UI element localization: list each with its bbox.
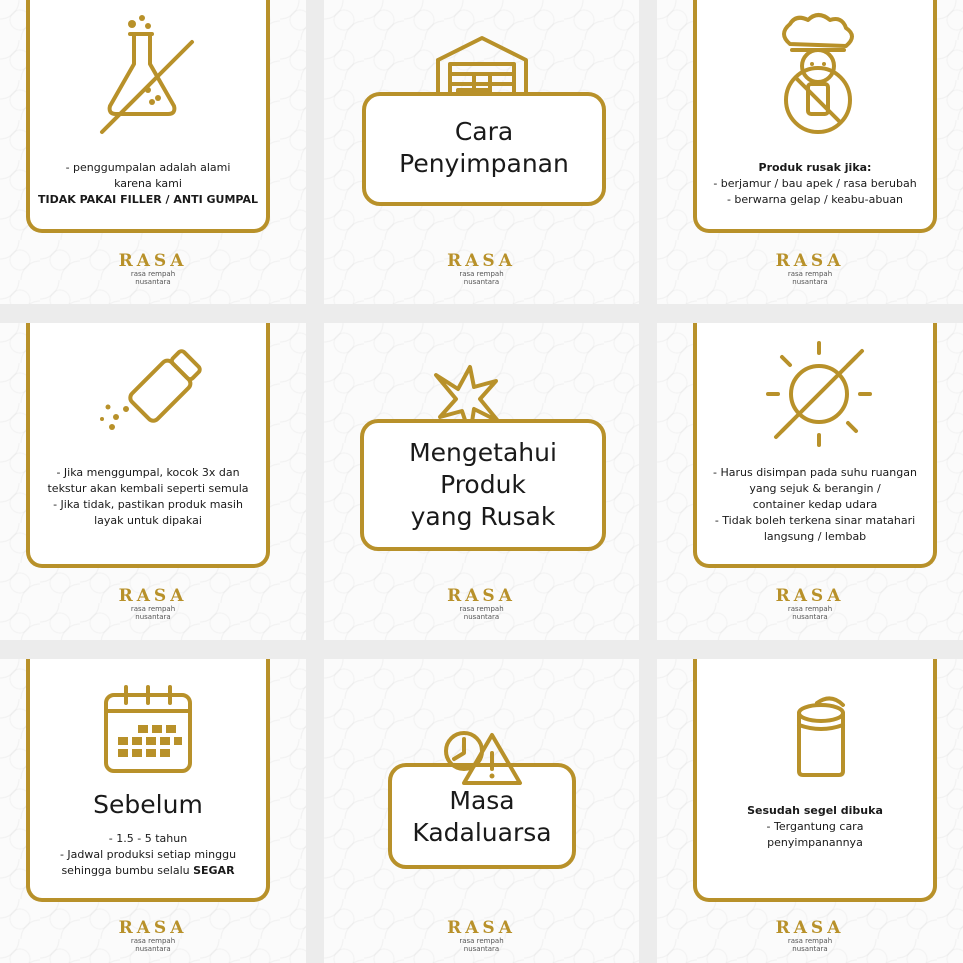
- chef-no-jar-icon: [774, 14, 864, 134]
- brand-logo: [0, 919, 306, 953]
- title-line: Produk: [440, 470, 526, 499]
- calendar-icon: [102, 683, 194, 775]
- tile-damaged-title: [324, 323, 639, 640]
- card: [693, 0, 937, 233]
- brand-name: RASA: [118, 918, 188, 938]
- tile-storage-rules: [657, 323, 963, 640]
- no-sun-icon: [764, 339, 874, 449]
- line: tekstur akan kembali seperti semula: [47, 482, 249, 495]
- tile-clumping: [0, 323, 306, 640]
- brand-tag: nusantara: [135, 278, 171, 286]
- brand-logo: [657, 919, 963, 953]
- line: penyimpanannya: [767, 836, 863, 849]
- line: - Jika tidak, pastikan produk masih: [53, 498, 243, 511]
- brand-logo: [324, 252, 639, 286]
- brand-tag: rasa rempah: [787, 937, 833, 945]
- brand-tag: nusantara: [463, 278, 500, 286]
- title-line: Mengetahui: [409, 438, 557, 467]
- brand-name: RASA: [118, 586, 188, 606]
- tile-no-filler: [0, 0, 306, 304]
- brand-tag: nusantara: [135, 613, 171, 621]
- card: [26, 0, 270, 233]
- line: container kedap udara: [752, 498, 878, 511]
- title-frame: [362, 92, 606, 206]
- shaker-icon: [96, 345, 206, 435]
- brand-tag: rasa rempah: [130, 605, 176, 613]
- brand-logo: [657, 252, 963, 286]
- line: - berjamur / bau apek / rasa berubah: [713, 177, 917, 190]
- brand-name: RASA: [775, 918, 845, 938]
- line: - 1.5 - 5 tahun: [108, 832, 188, 845]
- brand-tag: rasa rempah: [787, 270, 833, 278]
- section-title: Sebelum: [93, 790, 203, 819]
- brand-tag: nusantara: [463, 613, 500, 621]
- title-line: yang Rusak: [410, 502, 556, 531]
- brand-logo: [657, 587, 963, 621]
- card: [693, 323, 937, 568]
- brand-tag: nusantara: [792, 945, 828, 953]
- line: yang sejuk & berangin /: [749, 482, 881, 495]
- title-line: Masa: [449, 786, 515, 815]
- line-bold: TIDAK PAKAI FILLER / ANTI GUMPAL: [37, 193, 259, 206]
- line: - Tidak boleh terkena sinar matahari: [714, 514, 916, 527]
- brand-name: RASA: [775, 586, 845, 606]
- brand-tag: nusantara: [463, 945, 500, 953]
- card: [693, 659, 937, 902]
- brand-tag: rasa rempah: [787, 605, 833, 613]
- brand-name: RASA: [447, 918, 516, 938]
- brand-tag: rasa rempah: [459, 937, 504, 945]
- brand-name: RASA: [118, 251, 188, 271]
- line-bold: SEGAR: [193, 864, 235, 877]
- brand-logo: [0, 587, 306, 621]
- brand-tag: nusantara: [135, 945, 171, 953]
- no-filler-flask-icon: [100, 18, 200, 138]
- tile-damaged-signs: [657, 0, 963, 304]
- line: - penggumpalan adalah alami: [65, 161, 231, 174]
- open-jar-icon: [791, 689, 851, 779]
- brand-tag: rasa rempah: [130, 270, 176, 278]
- tile-expiry-title: [324, 659, 639, 963]
- line: - Jadwal produksi setiap minggu: [59, 848, 237, 861]
- title-frame: [360, 419, 606, 551]
- brand-logo: [0, 252, 306, 286]
- brand-logo: [324, 587, 639, 621]
- line: - Harus disimpan pada suhu ruangan: [713, 466, 917, 479]
- brand-logo: [324, 919, 639, 953]
- heading: Sesudah segel dibuka: [747, 804, 883, 817]
- clock-warning-icon: [444, 725, 524, 785]
- brand-tag: rasa rempah: [459, 605, 504, 613]
- brand-name: RASA: [447, 251, 516, 271]
- heading: Produk rusak jika:: [758, 161, 872, 174]
- line: karena kami: [114, 177, 182, 190]
- tile-before-opening: [0, 659, 306, 963]
- line: layak untuk dipakai: [94, 514, 202, 527]
- brand-tag: rasa rempah: [130, 937, 176, 945]
- line: - Jika menggumpal, kocok 3x dan: [56, 466, 240, 479]
- card: [26, 659, 270, 902]
- line: langsung / lembab: [763, 530, 867, 543]
- brand-tag: nusantara: [792, 278, 828, 286]
- card: [26, 323, 270, 568]
- brand-name: RASA: [775, 251, 845, 271]
- line: - berwarna gelap / keabu-abuan: [726, 193, 904, 206]
- tile-after-opening: [657, 659, 963, 963]
- line: sehingga bumbu selalu: [61, 864, 194, 877]
- title-line: Kadaluarsa: [412, 818, 552, 847]
- brand-name: RASA: [447, 586, 516, 606]
- title-line: Penyimpanan: [399, 149, 569, 178]
- brand-tag: rasa rempah: [459, 270, 504, 278]
- tile-storage-title: [324, 0, 639, 304]
- line: - Tergantung cara: [766, 820, 864, 833]
- title-line: Cara: [454, 117, 514, 146]
- brand-tag: nusantara: [792, 613, 828, 621]
